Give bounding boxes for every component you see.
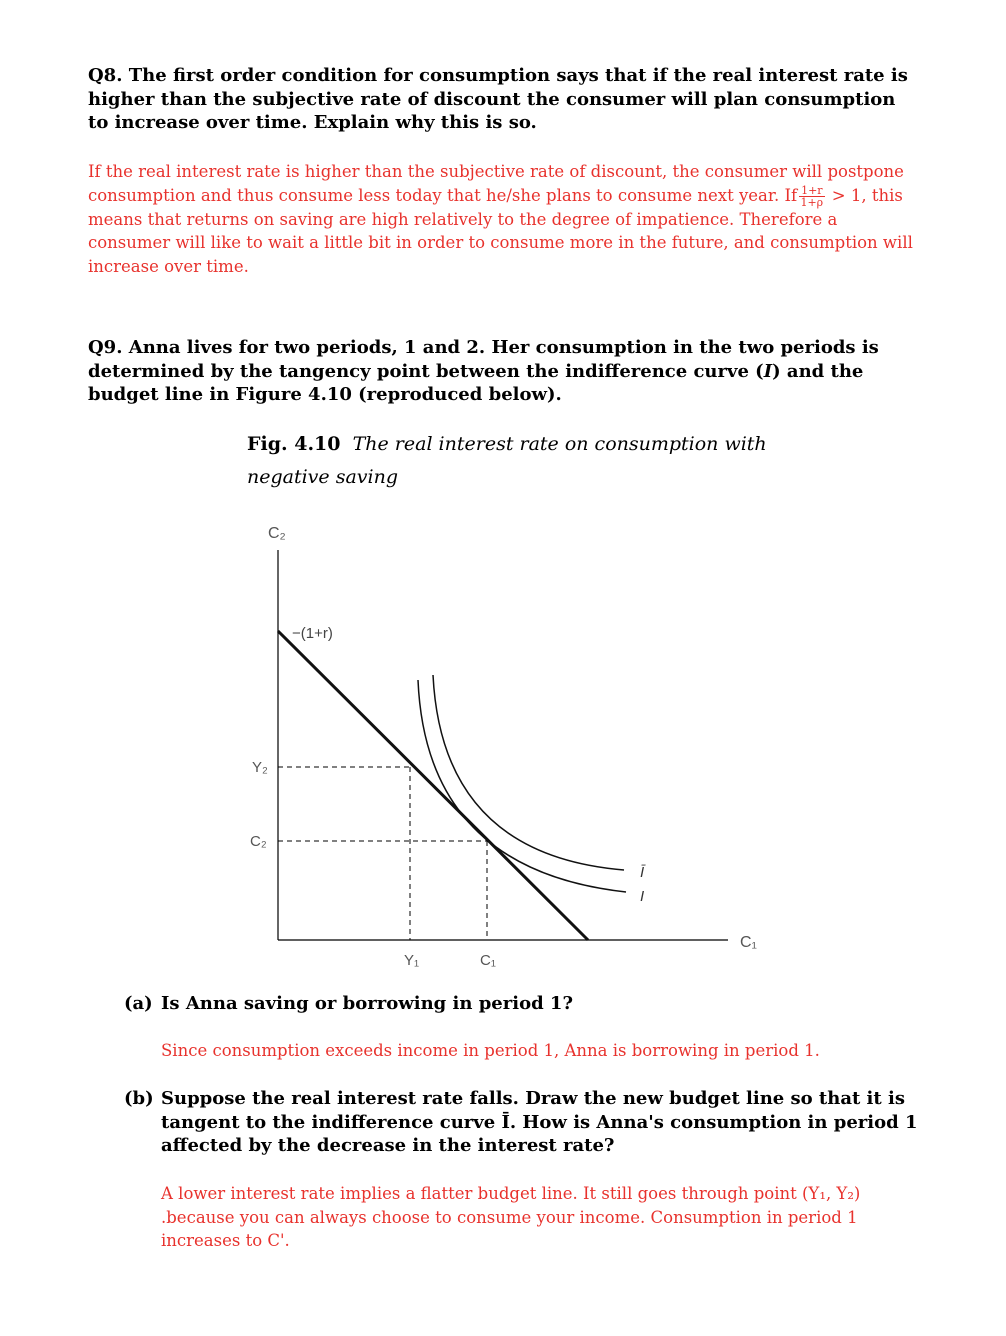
q9b [124,1087,918,1159]
y-tick-y2: Y₂ [252,759,268,776]
y-tick-c2: C₂ [250,833,267,850]
figure-caption [247,428,767,494]
curve-label-i: I [640,888,645,905]
q9b-question: Suppose the real interest rate falls. Draw the new budget line so that it is tangent to the indifference curve Ī. How is Anna's consumption in period 1 affected by the decrease in the interest rate? [161,1088,918,1156]
q9b-answer: A lower interest rate implies a flatter budget line. It still goes through point (Y₁, Y₂) .because you can always choose to consume your income. Consumption in period 1 increases to C'. [161,1184,861,1250]
q9-question-post: ) and the budget line in Figure 4.10 (reproduced below). [88,360,864,405]
fraction-numerator: 1+r [801,183,823,197]
fraction-denominator: 1+ρ [800,195,824,209]
interest-ratio-fraction [799,185,824,208]
curve-label-i-bar: Ī [640,864,645,881]
q9a-question: Is Anna saving or borrowing in period 1? [161,993,573,1014]
q8-answer-part2: > 1, this means that returns on saving are high relatively to the degree of impatience. Therefore a consumer will like to wait a little bit in order to consume more in the future, and consumption will increase over time. [88,185,913,276]
budget-constraint-chart [240,510,780,980]
q9b-label: (b) [124,1088,154,1109]
slope-label: −(1+r) [292,625,333,642]
q8-answer [88,160,920,278]
q9-question-curve-symbol: I [763,360,773,382]
y-axis-title: C₂ [268,525,286,542]
figure-title: The real interest rate on consumption with negative saving [247,433,767,488]
x-axis-title: C₁ [740,934,757,951]
q8-answer-part1: If the real interest rate is higher than the subjective rate of discount, the consumer will postpone consumption and thus consume less today that he/she plans to consume next year. If [88,162,904,205]
x-tick-c1: C₁ [480,952,496,969]
indifference-curve-i [418,680,626,892]
q9a-label: (a) [124,993,153,1014]
q9-question [88,336,920,407]
q8-question: Q8. The first order condition for consumption says that if the real interest rate is higher than the subjective rate of discount the consumer will plan consumption to increase over time. Explain why this is so. [88,65,908,133]
figure-label: Fig. 4.10 [247,433,341,455]
q9-question-pre: Q9. Anna lives for two periods, 1 and 2. Her consumption in the two periods is determined by the tangency point between the indifference curve ( [88,337,879,382]
q9a-answer: Since consumption exceeds income in period 1, Anna is borrowing in period 1. [161,1041,820,1060]
x-tick-y1: Y₁ [404,952,420,969]
